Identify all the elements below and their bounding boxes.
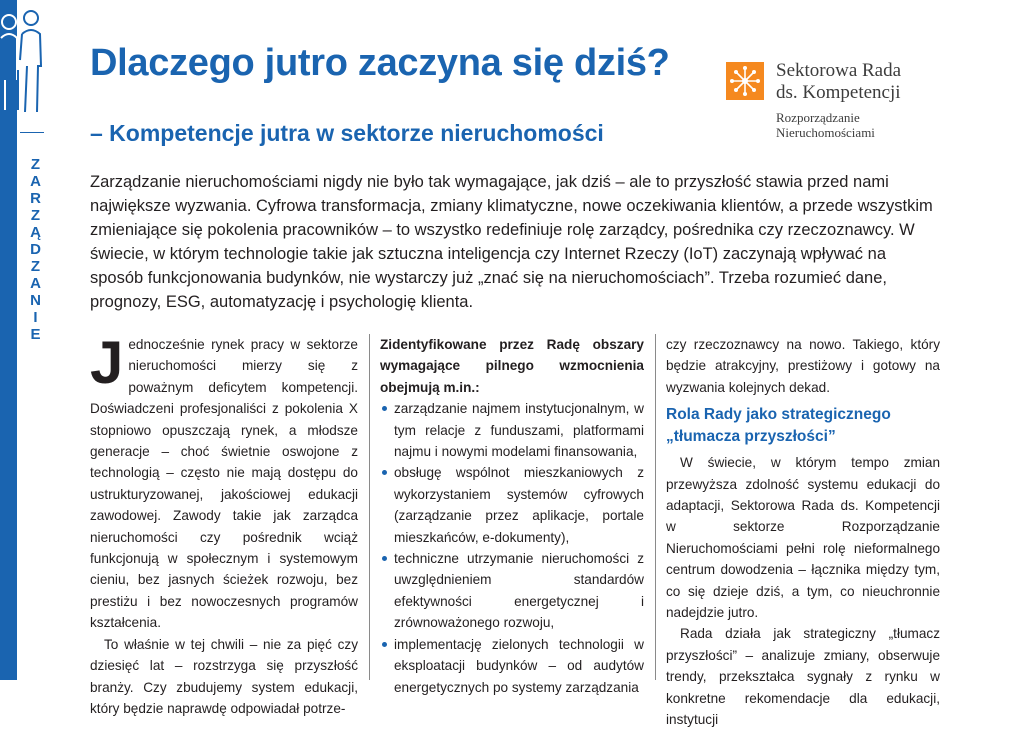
list-item: obsługę wspólnot mieszkaniowych z wykorzystaniem systemów cyfrowych (zarządzanie przez aplikacje, portale mieszkańców, e-dokumenty), <box>380 462 644 548</box>
logo-name-line2: ds. Kompetencji <box>776 82 901 103</box>
logo-name-line1: Sektorowa Rada <box>776 60 902 81</box>
column1-paragraph-1 <box>90 329 358 634</box>
column-divider <box>655 334 656 680</box>
article-subtitle: – Kompetencje jutra w sektorze nieruchomości <box>90 120 604 146</box>
council-logo-icon <box>726 62 764 100</box>
column3-paragraph-3: Rada działa jak strategiczny „tłumacz przyszłości” – analizuje zmiany, obserwuje trendy, przekształca sygnały z rynku w konkretne rekomendacje dla edukacji, instytucji <box>666 626 940 728</box>
drop-cap: J <box>90 329 124 396</box>
section-heading: Rola Rady jako strategicznego „tłumacza przyszłości” <box>666 406 891 446</box>
list-item: implementację zielonych technologii w eksploatacji budynków – od audytów energetycznych po systemy zarządzania <box>380 634 644 698</box>
logo-subtitle-line1: Rozporządzanie <box>776 110 860 125</box>
article-title: Dlaczego jutro zaczyna się dziś? <box>90 42 670 84</box>
column-divider <box>369 334 370 680</box>
logo-subtitle-line2: Nieruchomościami <box>776 125 875 140</box>
column3-paragraph-2: W świecie, w którym tempo zmian przewyższa zdolność systemu edukacji do adaptacji, Sektorowa Rada ds. Kompetencji w sektorze Rozporządzanie Nieruchomościami pełni rolę nieformalnego centrum dowodzenia – łącznika między tym, co się dzieje dziś, a tym, co nieuchronnie nadejdzie jutro. <box>666 455 940 621</box>
section-label: ZARZĄDZANIE <box>27 156 44 343</box>
list-item: zarządzanie najmem instytucjonalnym, w tym relacje z funduszami, platformami najmu i nowymi modelami finansowania, <box>380 398 644 462</box>
column1-paragraph-1-text: ednocześnie rynek pracy w sektorze nieruchomości mierzy się z poważnym deficytem kompetencji. Doświadczeni profesjonaliści z pokolenia X stopniowo opuszczają rynek, a młodsze generacje – choć świetnie oswojone z technologią – często nie mają dostępu do ustrukturyzowanej, jakościowej edukacji zawodowej. Zawody takie jak zarządca nieruchomości czy pośrednik wciąż funkcjonują w społecznym i systemowym cieniu, bez jasnych ścieżek rozwoju, bez prestiżu i bez nowoczesnych programów kształcenia. <box>90 337 358 631</box>
column3-paragraph-1: czy rzeczoznawcy na nowo. Takiego, który będzie atrakcyjny, prestiżowy i gotowy na wyzwania kolejnych dekad. <box>666 337 940 395</box>
areas-list <box>380 398 644 698</box>
people-illustration-icon <box>0 0 50 118</box>
column1-paragraph-2: To właśnie w tej chwili – nie za pięć czy dziesięć lat – rozstrzyga się przyszłość branży. Czy zbudujemy system edukacji, który będzie naprawdę odpowiadał potrze- <box>90 636 358 716</box>
section-sidebar <box>0 0 50 680</box>
council-logo <box>726 60 986 146</box>
text-column-1 <box>90 329 358 719</box>
article-lead: Zarządzanie nieruchomościami nigdy nie było tak wymagające, jak dziś – ale to przyszłość stawia przed nami największe wyzwania. Cyfrowa transformacja, zmiany klimatyczne, nowe oczekiwania klientów, a przede wszystkim zmieniające się pokolenia pracowników – to wszystko redefiniuje rolę zarządcy, pośrednika czy rzeczoznawcy. W świecie, w którym technologie takie jak sztuczna inteligencja czy Internet Rzeczy (IoT) zaczynają wpływać na sposób funkcjonowania budynków, nie wystarczy już „znać się na nieruchomościach”. Trzeba rozumieć dane, prognozy, ESG, automatyzację i psychologię klienta. <box>90 173 933 311</box>
text-column-2 <box>380 334 644 698</box>
text-column-3 <box>666 334 940 731</box>
list-item: techniczne utrzymanie nieruchomości z uwzględnieniem standardów efektywności energetycznej i zrównoważonego rozwoju, <box>380 548 644 634</box>
areas-intro: Zidentyfikowane przez Radę obszary wymagające pilnego wzmocnienia obejmują m.in.: <box>380 337 644 395</box>
sidebar-divider <box>20 132 44 133</box>
